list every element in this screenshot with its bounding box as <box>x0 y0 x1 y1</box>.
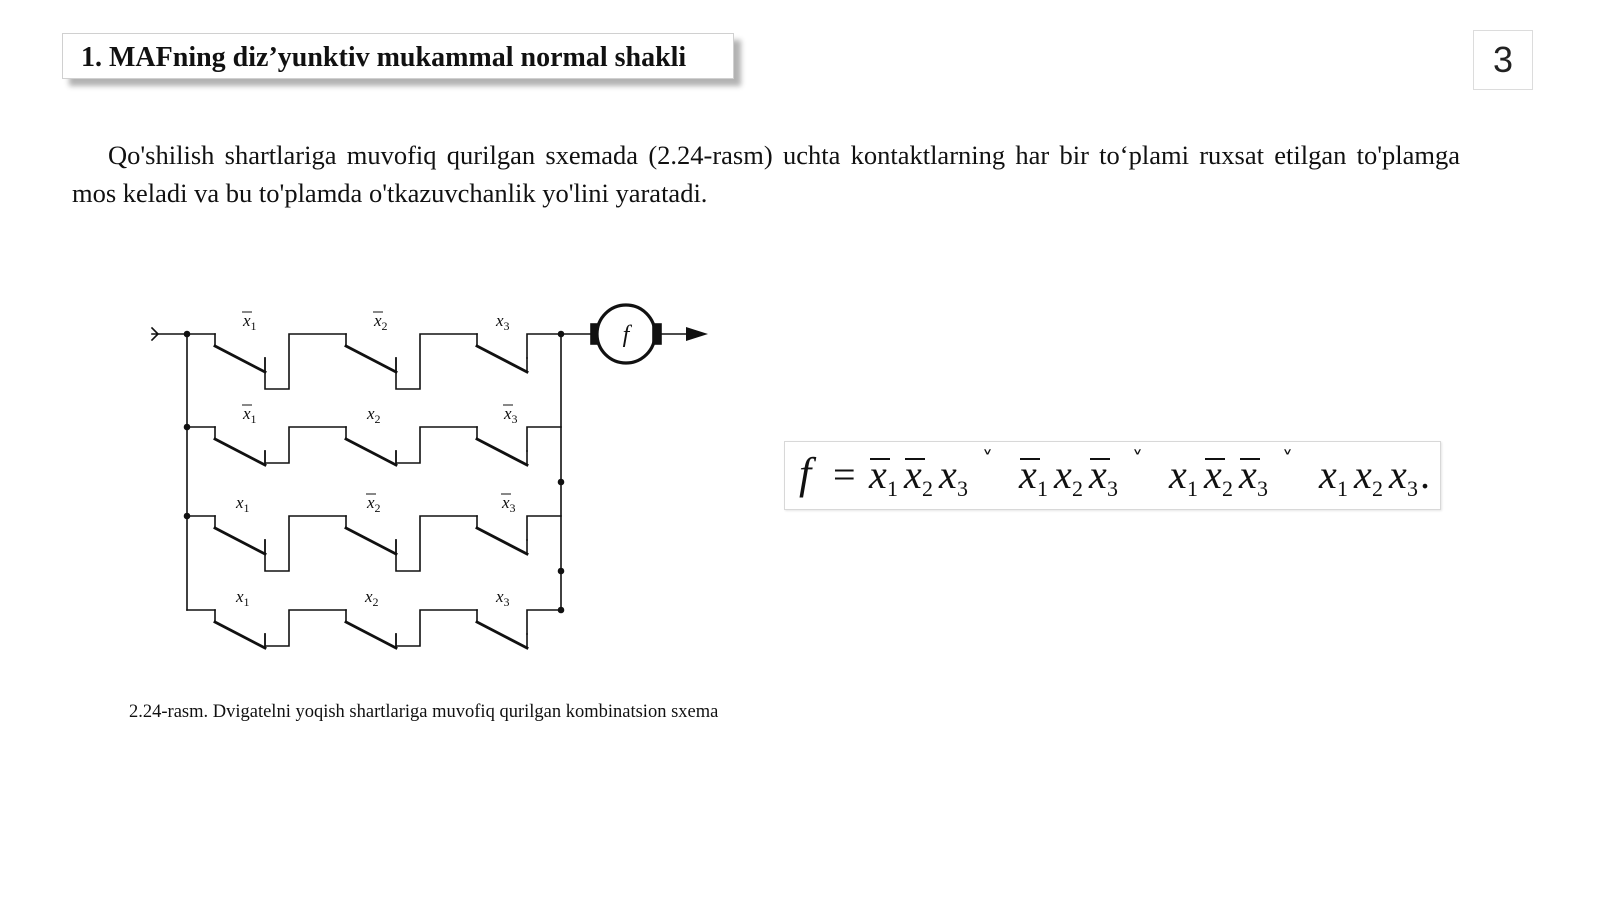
row-wire <box>396 334 477 389</box>
circuit-row-2 <box>185 425 564 485</box>
junction-dot <box>185 332 190 337</box>
formula-variable: x <box>1019 452 1037 497</box>
circuit-row-1 <box>187 334 561 389</box>
formula-subscript: 1 <box>1337 476 1348 501</box>
formula-term-2 <box>1018 452 1118 501</box>
contact-blade <box>215 439 265 465</box>
junction-dot <box>559 569 564 574</box>
junction-dot <box>185 514 190 519</box>
formula-variable: x <box>939 452 957 497</box>
motor-label: f <box>622 322 630 348</box>
contact-blade <box>215 346 265 372</box>
row-wire <box>396 610 477 646</box>
contact-label: $x_1$ <box>243 311 257 333</box>
row-wire <box>265 427 346 463</box>
formula-or-symbol: ˅ <box>982 448 993 473</box>
row-wire <box>265 516 346 571</box>
formula-equals: = <box>833 452 856 497</box>
formula-variable: x <box>869 452 887 497</box>
junction-dot <box>559 608 564 613</box>
contact-blade <box>346 622 396 648</box>
formula-term-3 <box>1168 452 1268 501</box>
formula-subscript: 3 <box>1107 476 1118 501</box>
junction-dot <box>185 425 190 430</box>
circuit-wires <box>152 305 692 648</box>
contact-blade <box>477 346 527 372</box>
contact-label: $x_1$ <box>236 587 250 609</box>
dnf-formula-box <box>784 441 1441 510</box>
row-wire <box>396 516 477 571</box>
row-wire <box>527 610 561 634</box>
contact-label: $x_2$ <box>367 404 381 426</box>
row-wire <box>527 516 561 540</box>
row-wire <box>265 610 346 646</box>
formula-or-symbol: ˅ <box>1282 448 1293 473</box>
contact-label: $x_2$ <box>374 311 388 333</box>
formula-term-4 <box>1318 452 1418 501</box>
contact-label: $x_3$ <box>496 311 510 333</box>
contact-blade <box>477 622 527 648</box>
circuit-svg <box>140 290 730 670</box>
formula-subscript: 1 <box>887 476 898 501</box>
formula-period: . <box>1420 452 1430 497</box>
contact-label: $x_2$ <box>367 493 381 515</box>
formula-variable: x <box>1319 452 1337 497</box>
formula-variable: x <box>1204 452 1222 497</box>
contact-blade <box>346 439 396 465</box>
slide-title-box <box>62 33 734 79</box>
contact-label: $x_1$ <box>236 493 250 515</box>
formula-variable: x <box>1354 452 1372 497</box>
formula-variable: x <box>1239 452 1257 497</box>
formula-term-1 <box>868 452 968 501</box>
formula-variable: x <box>1169 452 1187 497</box>
formula-subscript: 2 <box>1072 476 1083 501</box>
contact-blade <box>477 528 527 554</box>
contact-label: $x_3$ <box>502 493 516 515</box>
contact-label: $x_3$ <box>496 587 510 609</box>
contact-circuit-diagram <box>140 290 730 675</box>
formula-variable: x <box>1089 452 1107 497</box>
contact-label: $x_1$ <box>243 404 257 426</box>
contact-blade <box>346 346 396 372</box>
formula-subscript: 1 <box>1187 476 1198 501</box>
formula-subscript: 2 <box>1372 476 1383 501</box>
output-arrow-icon <box>686 327 708 341</box>
contact-blade <box>215 622 265 648</box>
contact-blade <box>215 528 265 554</box>
formula-subscript: 3 <box>1257 476 1268 501</box>
formula-variable: x <box>1389 452 1407 497</box>
row-wire <box>396 427 477 463</box>
formula-variable: x <box>904 452 922 497</box>
body-paragraph: Qo'shilish shartlariga muvofiq qurilgan sxemada (2.24-rasm) uchta kontaktlarning har bir to‘plami ruxsat etilgan to'plamga mos keladi va bu to'plamda o'tkazuvchanlik yo'lini yaratadi. <box>72 140 1460 208</box>
figure-caption: 2.24-rasm. Dvigatelni yoqish shartlariga muvofiq qurilgan kombinatsion sxema <box>129 702 719 722</box>
formula-lhs: f <box>799 449 812 498</box>
formula-or-symbol: ˅ <box>1132 448 1143 473</box>
formula-subscript: 2 <box>1222 476 1233 501</box>
dnf-formula <box>785 442 1440 509</box>
junction-dot <box>559 480 564 485</box>
formula-subscript: 3 <box>957 476 968 501</box>
row-wire <box>265 334 346 389</box>
motor-terminal <box>653 324 661 344</box>
row-wire <box>527 427 561 451</box>
slide-title: 1. MAFning diz’yunktiv mukammal normal shakli <box>81 42 687 73</box>
page-number: 3 <box>1473 30 1533 90</box>
contact-label: $x_2$ <box>365 587 379 609</box>
formula-subscript: 3 <box>1407 476 1418 501</box>
formula-variable: x <box>1054 452 1072 497</box>
circuit-row-4 <box>187 608 564 649</box>
formula-subscript: 1 <box>1037 476 1048 501</box>
contact-blade <box>346 528 396 554</box>
contact-label: $x_3$ <box>504 404 518 426</box>
circuit-row-3 <box>185 514 564 574</box>
contact-blade <box>477 439 527 465</box>
formula-subscript: 2 <box>922 476 933 501</box>
row-wire <box>527 334 561 358</box>
